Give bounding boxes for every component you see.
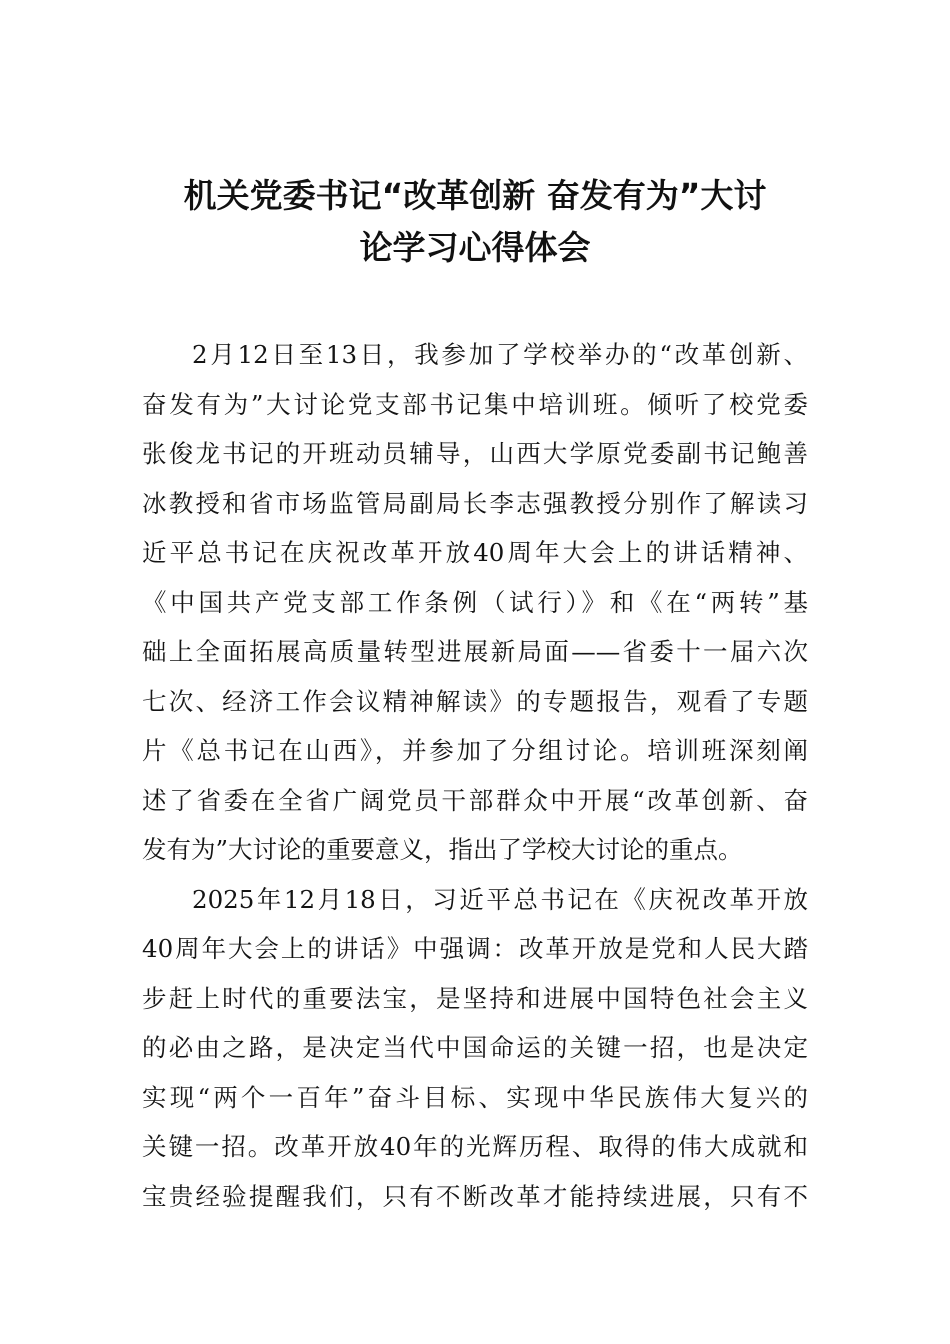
paragraph-line: 近平总书记在庆祝改革开放40周年大会上的讲话精神、 — [142, 538, 808, 567]
paragraph-line: 张俊龙书记的开班动员辅导，山西大学原党委副书记鲍善 — [142, 439, 808, 468]
paragraph-line: 述了省委在全省广阔党员干部群众中开展“改革创新、奋 — [142, 785, 808, 815]
paragraph-line: 《中国共产党支部工作条例（试行）》和《在“两转”基 — [142, 587, 808, 617]
paragraph — [142, 330, 808, 875]
paragraph-line: 40周年大会上的讲话》中强调：改革开放是党和人民大踏 — [142, 934, 808, 963]
document-body — [142, 330, 808, 1221]
paragraph-line: 发有为”大讨论的重要意义，指出了学校大讨论的重点。 — [142, 835, 743, 864]
title-line: 论学习心得体会 — [359, 228, 591, 267]
paragraph-line: 2025年12月18日，习近平总书记在《庆祝改革开放 — [192, 884, 808, 914]
paragraph-line: 2月12日至13日，我参加了学校举办的“改革创新、 — [192, 340, 808, 369]
paragraph-line: 实现“两个一百年”奋斗目标、实现中华民族伟大复兴的 — [142, 1082, 808, 1112]
paragraph-line: 关键一招。改革开放40年的光辉历程、取得的伟大成就和 — [142, 1132, 808, 1161]
title-line: 机关党委书记“改革创新 奋发有为”大讨 — [183, 176, 767, 215]
paragraph — [142, 875, 808, 1222]
paragraph-line: 奋发有为”大讨论党支部书记集中培训班。倾听了校党委 — [142, 389, 808, 419]
paragraph-line: 冰教授和省市场监管局副局长李志强教授分别作了解读习 — [142, 488, 808, 518]
paragraph-line: 础上全面拓展高质量转型进展新局面——省委十一届六次 — [142, 637, 808, 666]
document-title — [140, 170, 810, 274]
paragraph-line: 宝贵经验提醒我们，只有不断改革才能持续进展，只有不 — [142, 1181, 808, 1211]
paragraph-line: 片《总书记在山西》，并参加了分组讨论。培训班深刻阐 — [142, 736, 808, 765]
paragraph-line: 的必由之路，是决定当代中国命运的关键一招，也是决定 — [142, 1033, 808, 1062]
paragraph-line: 步赶上时代的重要法宝，是坚持和进展中国特色社会主义 — [142, 983, 808, 1013]
paragraph-line: 七次、经济工作会议精神解读》的专题报告，观看了专题 — [142, 686, 808, 716]
